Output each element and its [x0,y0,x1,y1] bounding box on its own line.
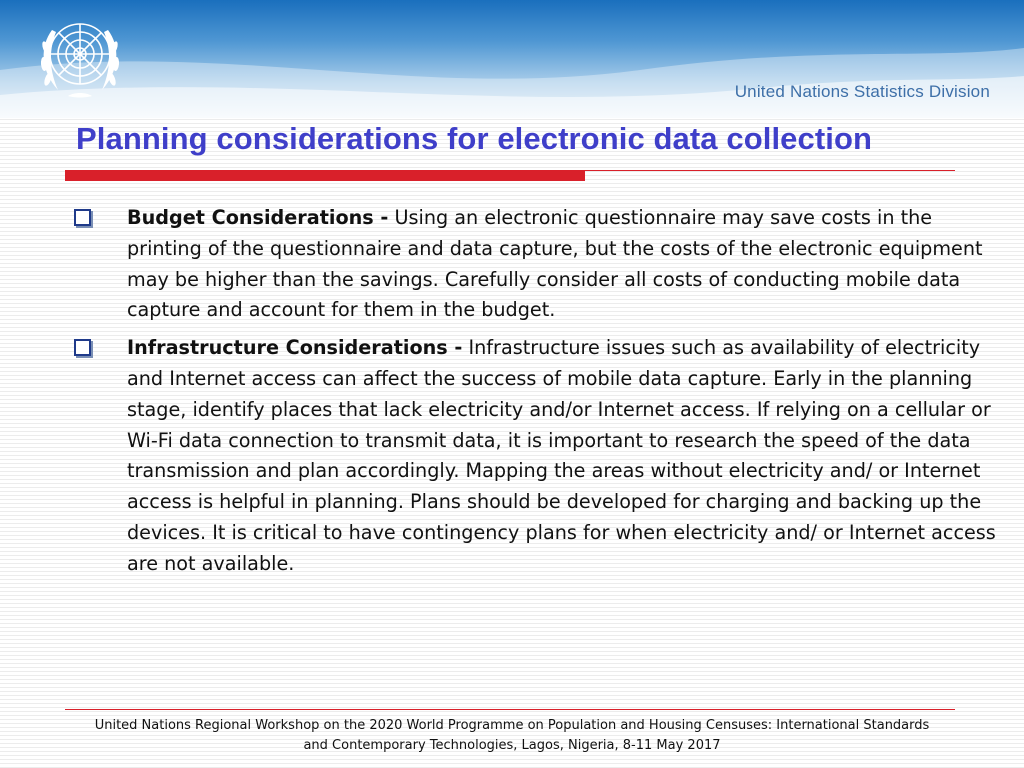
bullet-heading: Budget Considerations - [127,206,389,229]
slide-title: Planning considerations for electronic data collection [76,121,873,156]
checkbox-bullet-icon [74,339,91,356]
org-name: United Nations Statistics Division [734,82,990,101]
slide-content [72,203,1002,587]
footer-divider [65,709,955,710]
bullet-text: Using an electronic questionnaire may save costs in the printing of the questionnaire and data capture, but the costs of the electronic equipment may be higher than the savings. Carefully consider all costs of conducting mobile data capture and account for them in the budget. [127,206,983,322]
title-underline-thick [65,170,585,181]
footer-line-2: and Contemporary Technologies, Lagos, Nigeria, 8-11 May 2017 [303,738,721,753]
bullet-budget-considerations [72,203,1002,326]
bullet-text: Infrastructure issues such as availability of electricity and Internet access can affect the success of mobile data capture. Early in the planning stage, identify places that lack electricity and/or Internet access. If relying on a cellular or Wi-Fi data connection to transmit data, it is important to research the speed of the data transmission and plan accordingly. Mapping the areas without electricity and/ or Internet access is helpful in planning. Plans should be developed for charging and backing up the devices. It is critical to have contingency plans for when electricity and/ or Internet access are not available. [127,336,996,575]
footer-line-1: United Nations Regional Workshop on the 2020 World Programme on Population and Housing Censuses: International Standards [94,718,930,733]
header-banner [0,0,1024,118]
bullet-heading: Infrastructure Considerations - [127,336,463,360]
checkbox-bullet-icon [74,209,91,226]
un-emblem-icon [30,8,130,108]
title-underline-thin [585,170,955,171]
footer [40,716,984,756]
bullet-infrastructure-considerations [72,333,1002,579]
